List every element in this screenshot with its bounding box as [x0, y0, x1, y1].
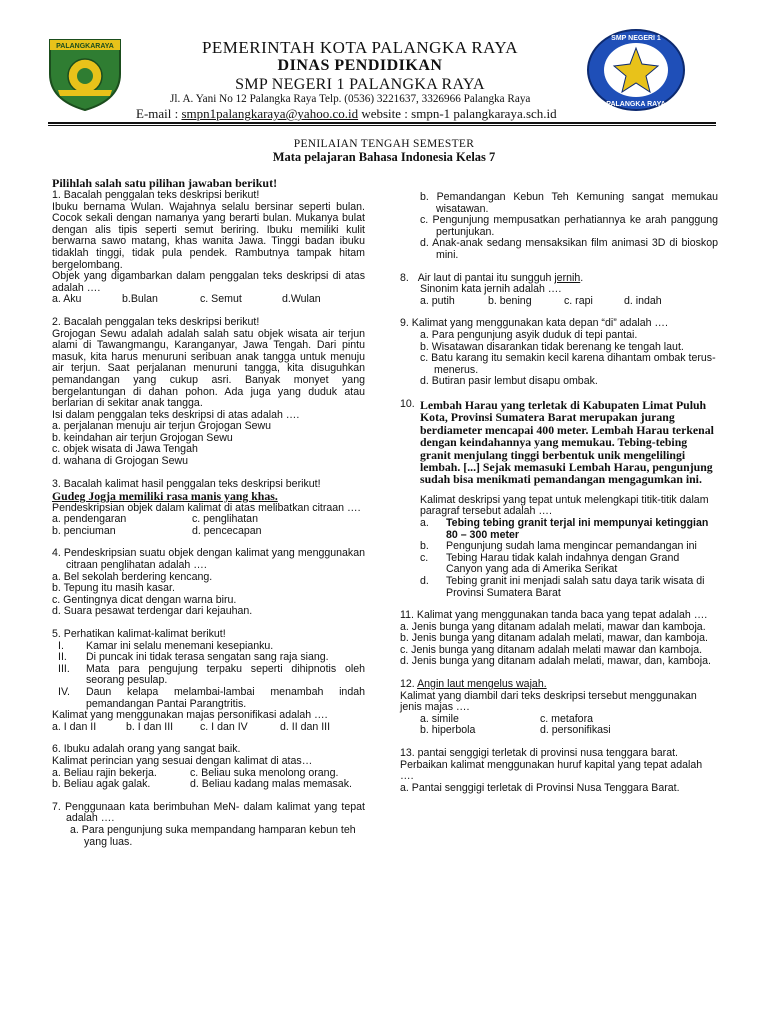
q7-option-b[interactable]: b. Pemandangan Kebun Teh Kemuning sangat memukau wisatawan.	[420, 191, 718, 215]
q1-option-c[interactable]: c. Semut	[200, 293, 242, 306]
letterhead-school: SMP NEGERI 1 PALANGKA RAYA	[235, 76, 485, 93]
q10-option-b-letter: b.	[420, 540, 429, 553]
letterhead-rule-thin	[48, 125, 716, 126]
q12-num: 12.	[400, 678, 418, 691]
q5-option-c[interactable]: c. I dan IV	[200, 720, 248, 733]
letterhead-government: PEMERINTAH KOTA PALANGKA RAYA	[201, 38, 519, 57]
question-8	[400, 273, 718, 308]
q10-question: Kalimat deskripsi yang tepat untuk melengkapi titik-titik dalam paragraf tersebut adalah ….	[420, 493, 709, 518]
q8-prompt-text: Air laut di pantai itu sungguh	[417, 271, 555, 284]
q5-option-b[interactable]: b. I dan III	[126, 720, 174, 733]
q5-item-4-text: Daun kelapa melambai-lambai menambah indah pemandangan Pantai Parangtritis.	[86, 685, 365, 710]
q11-option-b[interactable]: b. Jenis bunga yang ditanam adalah melati, mawar, dan kamboja.	[400, 632, 708, 645]
q5-item-1-num: I.	[58, 639, 64, 652]
q4-option-b[interactable]: b. Tepung itu masih kasar.	[52, 582, 175, 595]
q7-prompt: 7. Penggunaan kata berimbuhan MeN- dalam kalimat yang tepat adalah ….	[52, 800, 365, 825]
q2-option-c[interactable]: c. objek wisata di Jawa Tengah	[52, 443, 198, 456]
q5-options	[52, 722, 365, 734]
q13-question: Perbaikan kalimat menggunakan huruf kapital yang tepat adalah ….	[400, 758, 703, 783]
q8-question: Sinonim kata jernih adalah ….	[420, 283, 562, 296]
q8-num: 8.	[400, 271, 409, 284]
q10-option-b[interactable]	[400, 541, 718, 553]
q6-option-a[interactable]: a. Beliau rajin bekerja.	[52, 766, 157, 779]
q3-option-d[interactable]: d. pencecapan	[192, 524, 262, 537]
q1-option-a[interactable]: a. Aku	[52, 293, 82, 306]
q6-option-d[interactable]: d. Beliau kadang malas memasak.	[190, 778, 352, 791]
q10-passage-row	[400, 399, 718, 486]
q10-option-c-letter: c.	[420, 551, 429, 564]
q3-options	[52, 514, 365, 537]
q2-option-b[interactable]: b. keindahan air terjun Grojogan Sewu	[52, 431, 233, 444]
q9-prompt: 9. Kalimat yang menggunakan kata depan “di” adalah ….	[400, 317, 668, 330]
logo-left-text: PALANGKARAYA	[56, 43, 114, 50]
question-13	[400, 748, 718, 794]
q1-passage: Ibuku bernama Wulan. Wajahnya selalu bersinar seperti bulan. Cocok sekali dengan namanya yang berarti bulan. Mukanya bulat dengan alis tipis seperti semut beriring. Ibuku memiliki kulit berwarna sawo matang, khas wanita Jawa. Tinggi badan ibuku tidaklah tinggi, tidak pula pendek. Rambutnya tampak hitam bergelombang.	[52, 200, 365, 271]
q1-option-d[interactable]: d.Wulan	[282, 293, 321, 306]
question-2	[52, 317, 365, 468]
letterhead-rule-thick	[48, 122, 716, 124]
q8-prompt-end: .	[580, 271, 584, 284]
question-11	[400, 610, 718, 668]
q2-option-a[interactable]: a. perjalanan menuju air terjun Grojogan Sewu	[52, 420, 272, 433]
q8-option-b[interactable]: b. bening	[488, 294, 532, 307]
letterhead-address: Jl. A. Yani No 12 Palangka Raya Telp. (0536) 3221637, 3326966 Palangka Raya	[170, 93, 531, 105]
q5-item-4-num: IV.	[58, 685, 70, 698]
exam-title: PENILAIAN TENGAH SEMESTER	[293, 138, 475, 150]
q10-option-d-letter: d.	[420, 574, 429, 587]
q5-question: Kalimat yang menggunakan majas personifikasi adalah ….	[52, 709, 328, 722]
q12-option-c[interactable]: c. metafora	[540, 712, 593, 725]
q4-option-d[interactable]: d. Suara pesawat terdengar dari kejauhan.	[52, 605, 253, 618]
question-9	[400, 318, 718, 388]
q12-option-d[interactable]: d. personifikasi	[540, 724, 611, 737]
q3-option-b[interactable]: b. penciuman	[52, 524, 116, 537]
q5-item-2-text: Di puncak ini tidak terasa sengatan sang raja siang.	[86, 651, 329, 664]
q11-prompt: 11. Kalimat yang menggunakan tanda baca yang tepat adalah ….	[400, 609, 708, 622]
q10-option-a[interactable]	[400, 518, 718, 541]
q10-option-c[interactable]	[400, 553, 718, 576]
q9-option-b[interactable]: b. Wisatawan disarankan tidak berenang ke tengah laut.	[420, 340, 684, 353]
question-3	[52, 479, 365, 538]
palangkaraya-emblem-icon	[44, 34, 126, 112]
q2-option-d[interactable]: d. wahana di Grojogan Sewu	[52, 455, 189, 468]
q5-item-2-num: II.	[58, 651, 67, 664]
q2-question: Isi dalam penggalan teks deskripsi di atas adalah ….	[52, 408, 300, 421]
q6-option-c[interactable]: c. Beliau suka menolong orang.	[190, 766, 339, 779]
question-5	[52, 629, 365, 733]
q12-option-a[interactable]: a. simile	[420, 712, 459, 725]
question-7-continued	[400, 192, 718, 262]
q8-target-word: jernih	[554, 271, 581, 284]
email-link[interactable]: smpn1palangkaraya@yahoo.co.id	[181, 106, 359, 121]
q5-item-3-num: III.	[58, 662, 70, 675]
q5-option-a[interactable]: a. I dan II	[52, 720, 97, 733]
q3-prompt: 3. Bacalah kalimat hasil penggalan teks deskripsi berikut!	[52, 477, 321, 490]
q1-question: Objek yang digambarkan dalam penggalan teks deskripsi di atas adalah ….	[52, 270, 365, 294]
logo-right-top-text: SMP NEGERI 1	[611, 35, 661, 42]
q12-option-b[interactable]: b. hiperbola	[420, 724, 476, 737]
q6-prompt: 6. Ibuku adalah orang yang sangat baik.	[52, 743, 241, 756]
q5-item-3-text: Mata para pengujung terpaku seperti dihipnotis oleh seorang pesulap.	[86, 662, 365, 687]
q13-prompt: 13. pantai senggigi terletak di provinsi nusa tenggara barat.	[400, 747, 678, 760]
q12-question: Kalimat yang diambil dari teks deskripsi tersebut menggunakan jenis majas ….	[400, 689, 697, 714]
q4-prompt: 4. Pendeskripsian suatu objek dengan kalimat yang menggunakan citraan penglihatan adalah ….	[52, 547, 365, 572]
q3-sentence: Gudeg Jogja memiliki rasa manis yang khas.	[52, 489, 278, 504]
left-column	[52, 177, 365, 859]
q8-options	[400, 296, 718, 308]
letterhead-department: DINAS PENDIDIKAN	[277, 57, 443, 74]
q3-option-c[interactable]: c. penglihatan	[192, 513, 258, 526]
q3-question: Pendeskripsian objek dalam kalimat di atas melibatkan citraan ….	[52, 501, 361, 514]
q4-option-c[interactable]: c. Gentingnya dicat dengan warna biru.	[52, 593, 237, 606]
right-column	[400, 192, 718, 805]
q9-option-a[interactable]: a. Para pengunjung asyik duduk di tepi pantai.	[420, 328, 638, 341]
q5-prompt: 5. Perhatikan kalimat-kalimat berikut!	[52, 628, 226, 640]
q10-option-a-text: Tebing tebing granit terjal ini mempunyai ketinggian 80 – 300 meter	[446, 516, 709, 541]
question-1	[52, 190, 365, 306]
q11-option-d[interactable]: d. Jenis bunga yang ditanam adalah melati, mawar, dan, kamboja.	[400, 655, 711, 668]
q3-option-a[interactable]: a. pendengaran	[52, 513, 127, 526]
question-12	[400, 679, 718, 737]
q6-options	[52, 768, 365, 791]
q10-option-d-text: Tebing granit ini menjadi salah satu daya tarik wisata di Provinsi Sumatera Barat	[446, 574, 705, 599]
letterhead	[120, 38, 600, 94]
q10-option-d[interactable]	[400, 576, 718, 599]
instruction: Pilihlah salah satu pilihan jawaban berikut!	[52, 176, 278, 190]
q8-option-d[interactable]: d. indah	[624, 294, 662, 307]
q5-item-3	[52, 664, 365, 687]
logo-right-bottom-text: PALANGKA RAYA	[606, 101, 666, 108]
q10-passage: Lembah Harau yang terletak di Kabupaten Limat Puluh Kota, Provinsi Sumatera Barat merupakan jurang berdiameter mencapai 400 meter. Lembah Harau terkenal dengan keindahannya yang memukau. Tebing-tebing granit menjulang tinggi berbentuk unik mengelilingi lembah. [...] Sejak memasuki Lembah Harau, pengunjung sudah bisa menikmati pemandangan mengagumkan ini.	[420, 397, 714, 487]
q5-item-4	[52, 687, 365, 710]
question-10	[400, 399, 718, 599]
letterhead-contact	[136, 106, 636, 122]
q12-prompt-text: Angin laut mengelus wajah.	[417, 678, 547, 691]
q8-option-a[interactable]: a. putih	[420, 294, 455, 307]
website-text: website : smpn-1 palangkaraya.sch.id	[358, 106, 557, 121]
q2-passage: Grojogan Sewu adalah adalah salah satu objek wisata air terjun alami di Tawangmangu, Karanganyar, Jawa Tengah. Dari pintu masuk, kita harus menuruni seribuan anak tangga untuk menuju air terjun. Saat perjalanan menuruni tangga, kita disuguhkan pemandangan yang cukup asri. Banyak monyet yang bergelantungan di dahan pohon. Ada juga yang duduk atau berlarian di sekitar anak tangga.	[52, 327, 365, 410]
q6-option-b[interactable]: b. Beliau agak galak.	[52, 778, 151, 791]
q6-question: Kalimat perincian yang sesuai dengan kalimat di atas…	[52, 754, 313, 767]
q9-option-c[interactable]: c. Batu karang itu semakin kecil karena dihantam ombak terus-menerus.	[420, 352, 716, 376]
q1-option-b[interactable]: b.Bulan	[122, 293, 158, 306]
q5-option-d[interactable]: d. II dan III	[280, 720, 331, 733]
q9-option-d[interactable]: d. Butiran pasir lembut disapu ombak.	[420, 375, 598, 388]
question-7	[52, 802, 365, 848]
q10-option-c-text: Tebing Harau tidak kalah indahnya dengan Grand Canyon yang ada di Amerika Serikat	[446, 551, 680, 576]
q8-option-c[interactable]: c. rapi	[564, 294, 593, 307]
q11-option-c[interactable]: c. Jenis bunga yang ditanam adalah melati mawar dan kamboja.	[400, 643, 703, 656]
exam-subject: Mata pelajaran Bahasa Indonesia Kelas 7	[272, 150, 496, 164]
q7-option-d[interactable]: d. Anak-anak sedang mensaksikan film animasi 3D di bioskop mini.	[420, 237, 718, 261]
question-6	[52, 744, 365, 790]
q12-options	[400, 714, 718, 737]
q11-option-a[interactable]: a. Jenis bunga yang ditanam adalah melati, mawar dan kamboja.	[400, 620, 706, 633]
q10-option-b-text: Pengunjung sudah lama mengincar pemandangan ini	[446, 540, 697, 553]
q5-item-1-text: Kamar ini selalu menemani kesepianku.	[86, 639, 274, 652]
q7-option-c[interactable]: c. Pengunjung mempusatkan perhatiannya ke arah panggung pertunjukan.	[420, 214, 718, 238]
q7-option-a[interactable]: a. Para pengunjung suka mempandang hamparan kebun teh yang luas.	[70, 823, 356, 848]
question-4	[52, 548, 365, 618]
email-label: E-mail :	[136, 106, 182, 121]
q2-prompt: 2. Bacalah penggalan teks deskripsi berikut!	[52, 315, 260, 328]
q10-num: 10.	[400, 397, 415, 410]
q12-prompt	[400, 679, 718, 691]
q4-option-a[interactable]: a. Bel sekolah berdering kencang.	[52, 570, 213, 583]
q10-option-a-letter: a.	[420, 516, 429, 529]
q1-options	[52, 294, 365, 306]
q1-prompt: 1. Bacalah penggalan teks deskripsi berikut!	[52, 189, 260, 201]
q13-option-a[interactable]: a. Pantai senggigi terletak di Provinsi Nusa Tenggara Barat.	[400, 781, 680, 794]
